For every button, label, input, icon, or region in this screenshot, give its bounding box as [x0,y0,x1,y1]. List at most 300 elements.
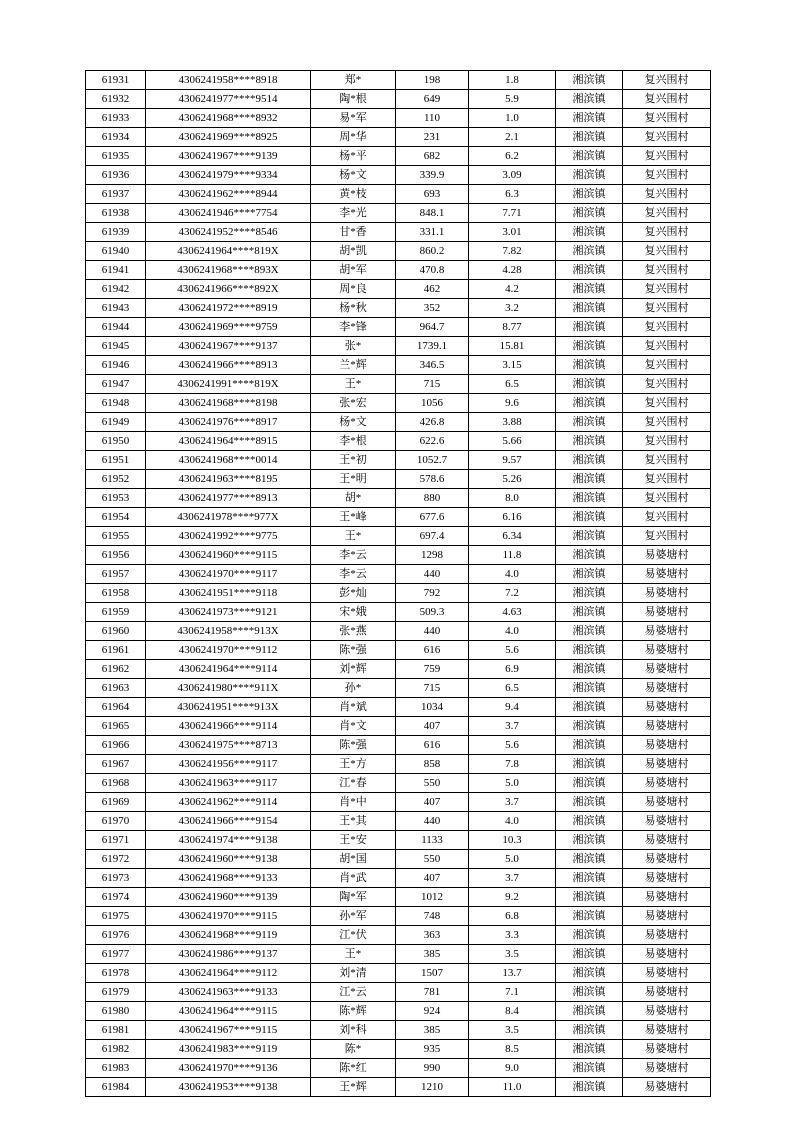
table-row [86,1040,711,1059]
cell-amount: 792 [396,584,469,603]
cell-village: 复兴围村 [623,109,711,128]
cell-amount: 1210 [396,1078,469,1097]
cell-name: 张*燕 [311,622,396,641]
cell-town: 湘滨镇 [556,223,623,242]
table-row [86,71,711,90]
cell-rate: 3.7 [469,717,556,736]
cell-name: 甘*香 [311,223,396,242]
cell-id_number: 4306241967****9137 [146,337,311,356]
cell-id_number: 4306241970****9115 [146,907,311,926]
cell-town: 湘滨镇 [556,1059,623,1078]
cell-id_number: 4306241970****9136 [146,1059,311,1078]
cell-town: 湘滨镇 [556,432,623,451]
cell-village: 复兴围村 [623,223,711,242]
table-row [86,831,711,850]
cell-id_number: 4306241979****9334 [146,166,311,185]
cell-amount: 440 [396,812,469,831]
cell-id_number: 4306241968****8932 [146,109,311,128]
table-row [86,394,711,413]
cell-seq: 61970 [86,812,146,831]
table-row [86,755,711,774]
cell-town: 湘滨镇 [556,717,623,736]
cell-amount: 616 [396,736,469,755]
cell-name: 陈* [311,1040,396,1059]
cell-name: 肖*文 [311,717,396,736]
cell-village: 复兴围村 [623,280,711,299]
cell-amount: 616 [396,641,469,660]
cell-name: 兰*辉 [311,356,396,375]
table-row [86,869,711,888]
cell-amount: 1034 [396,698,469,717]
cell-name: 黄*枝 [311,185,396,204]
cell-town: 湘滨镇 [556,584,623,603]
cell-village: 复兴围村 [623,128,711,147]
cell-village: 易婆塘村 [623,698,711,717]
cell-town: 湘滨镇 [556,337,623,356]
cell-town: 湘滨镇 [556,603,623,622]
cell-id_number: 4306241978****977X [146,508,311,527]
cell-name: 王*明 [311,470,396,489]
cell-town: 湘滨镇 [556,185,623,204]
cell-seq: 61964 [86,698,146,717]
table-row [86,413,711,432]
cell-village: 复兴围村 [623,337,711,356]
cell-village: 易婆塘村 [623,907,711,926]
cell-rate: 6.16 [469,508,556,527]
cell-village: 易婆塘村 [623,983,711,1002]
table-row [86,584,711,603]
cell-rate: 8.77 [469,318,556,337]
cell-village: 易婆塘村 [623,964,711,983]
table-row [86,888,711,907]
cell-id_number: 4306241966****9154 [146,812,311,831]
cell-rate: 3.09 [469,166,556,185]
table-row [86,565,711,584]
cell-village: 易婆塘村 [623,831,711,850]
cell-amount: 935 [396,1040,469,1059]
cell-rate: 6.3 [469,185,556,204]
cell-name: 胡*凯 [311,242,396,261]
cell-id_number: 4306241964****9115 [146,1002,311,1021]
table-row [86,109,711,128]
cell-seq: 61980 [86,1002,146,1021]
cell-seq: 61978 [86,964,146,983]
cell-seq: 61968 [86,774,146,793]
cell-village: 易婆塘村 [623,660,711,679]
cell-amount: 858 [396,755,469,774]
cell-name: 郑* [311,71,396,90]
cell-town: 湘滨镇 [556,660,623,679]
table-row [86,432,711,451]
cell-seq: 61954 [86,508,146,527]
cell-town: 湘滨镇 [556,166,623,185]
cell-name: 周*华 [311,128,396,147]
cell-amount: 426.8 [396,413,469,432]
cell-rate: 6.5 [469,679,556,698]
cell-seq: 61935 [86,147,146,166]
cell-amount: 649 [396,90,469,109]
cell-id_number: 4306241977****8913 [146,489,311,508]
table-row [86,1078,711,1097]
cell-amount: 880 [396,489,469,508]
cell-village: 易婆塘村 [623,888,711,907]
cell-rate: 8.4 [469,1002,556,1021]
cell-rate: 13.7 [469,964,556,983]
cell-id_number: 4306241991****819X [146,375,311,394]
cell-seq: 61966 [86,736,146,755]
cell-seq: 61961 [86,641,146,660]
cell-id_number: 4306241970****9117 [146,565,311,584]
cell-town: 湘滨镇 [556,242,623,261]
cell-id_number: 4306241976****8917 [146,413,311,432]
cell-id_number: 4306241956****9117 [146,755,311,774]
cell-rate: 7.1 [469,983,556,1002]
cell-rate: 4.28 [469,261,556,280]
cell-rate: 5.9 [469,90,556,109]
cell-amount: 622.6 [396,432,469,451]
cell-amount: 462 [396,280,469,299]
cell-rate: 4.63 [469,603,556,622]
cell-name: 陈*红 [311,1059,396,1078]
table-row [86,128,711,147]
cell-amount: 550 [396,774,469,793]
cell-town: 湘滨镇 [556,356,623,375]
table-row [86,451,711,470]
cell-village: 易婆塘村 [623,584,711,603]
cell-id_number: 4306241953****9138 [146,1078,311,1097]
cell-village: 易婆塘村 [623,641,711,660]
cell-town: 湘滨镇 [556,907,623,926]
cell-name: 刘*清 [311,964,396,983]
cell-seq: 61933 [86,109,146,128]
cell-amount: 759 [396,660,469,679]
cell-town: 湘滨镇 [556,831,623,850]
cell-name: 杨*平 [311,147,396,166]
cell-village: 复兴围村 [623,489,711,508]
cell-id_number: 4306241992****9775 [146,527,311,546]
cell-seq: 61979 [86,983,146,1002]
cell-rate: 5.0 [469,774,556,793]
cell-amount: 470.8 [396,261,469,280]
cell-amount: 339.9 [396,166,469,185]
cell-amount: 407 [396,869,469,888]
cell-id_number: 4306241970****9112 [146,641,311,660]
table-row [86,774,711,793]
cell-id_number: 4306241972****8919 [146,299,311,318]
cell-rate: 5.6 [469,736,556,755]
cell-rate: 3.7 [469,869,556,888]
cell-village: 复兴围村 [623,451,711,470]
cell-seq: 61949 [86,413,146,432]
cell-rate: 9.6 [469,394,556,413]
cell-seq: 61951 [86,451,146,470]
cell-seq: 61977 [86,945,146,964]
table-row [86,1002,711,1021]
table-row [86,261,711,280]
cell-name: 宋*娥 [311,603,396,622]
cell-name: 王*其 [311,812,396,831]
cell-name: 肖*中 [311,793,396,812]
cell-id_number: 4306241968****893X [146,261,311,280]
cell-amount: 407 [396,717,469,736]
cell-village: 易婆塘村 [623,926,711,945]
cell-name: 肖*斌 [311,698,396,717]
cell-rate: 5.0 [469,850,556,869]
cell-amount: 1012 [396,888,469,907]
cell-seq: 61938 [86,204,146,223]
cell-id_number: 4306241946****7754 [146,204,311,223]
cell-rate: 11.0 [469,1078,556,1097]
cell-village: 复兴围村 [623,508,711,527]
cell-amount: 1056 [396,394,469,413]
cell-name: 李*锋 [311,318,396,337]
cell-town: 湘滨镇 [556,375,623,394]
cell-name: 孙* [311,679,396,698]
cell-village: 易婆塘村 [623,774,711,793]
cell-rate: 11.8 [469,546,556,565]
cell-seq: 61972 [86,850,146,869]
cell-rate: 7.8 [469,755,556,774]
table-row [86,508,711,527]
cell-town: 湘滨镇 [556,641,623,660]
table-row [86,166,711,185]
cell-id_number: 4306241963****9133 [146,983,311,1002]
cell-name: 王*初 [311,451,396,470]
cell-id_number: 4306241980****911X [146,679,311,698]
table-row [86,546,711,565]
cell-town: 湘滨镇 [556,109,623,128]
table-row [86,489,711,508]
cell-id_number: 4306241960****9138 [146,850,311,869]
cell-seq: 61975 [86,907,146,926]
cell-seq: 61983 [86,1059,146,1078]
cell-seq: 61940 [86,242,146,261]
cell-village: 易婆塘村 [623,565,711,584]
cell-seq: 61936 [86,166,146,185]
cell-name: 王*方 [311,755,396,774]
cell-name: 孙*军 [311,907,396,926]
cell-name: 王* [311,527,396,546]
cell-id_number: 4306241960****9115 [146,546,311,565]
cell-village: 复兴围村 [623,527,711,546]
cell-name: 杨*文 [311,413,396,432]
cell-id_number: 4306241951****9118 [146,584,311,603]
cell-rate: 3.15 [469,356,556,375]
cell-amount: 550 [396,850,469,869]
table-row [86,679,711,698]
cell-rate: 7.82 [469,242,556,261]
cell-name: 王*峰 [311,508,396,527]
cell-town: 湘滨镇 [556,394,623,413]
cell-seq: 61942 [86,280,146,299]
cell-name: 杨*秋 [311,299,396,318]
cell-name: 胡*国 [311,850,396,869]
cell-seq: 61945 [86,337,146,356]
cell-seq: 61973 [86,869,146,888]
table-body [86,71,711,1097]
cell-id_number: 4306241969****9759 [146,318,311,337]
cell-amount: 1052.7 [396,451,469,470]
cell-rate: 15.81 [469,337,556,356]
cell-town: 湘滨镇 [556,964,623,983]
cell-rate: 10.3 [469,831,556,850]
cell-name: 江*伏 [311,926,396,945]
benefit-table [85,70,711,1097]
cell-village: 复兴围村 [623,204,711,223]
cell-seq: 61981 [86,1021,146,1040]
cell-seq: 61934 [86,128,146,147]
cell-town: 湘滨镇 [556,204,623,223]
cell-village: 复兴围村 [623,394,711,413]
cell-village: 易婆塘村 [623,717,711,736]
cell-name: 陶*根 [311,90,396,109]
cell-seq: 61941 [86,261,146,280]
cell-seq: 61932 [86,90,146,109]
cell-village: 易婆塘村 [623,1059,711,1078]
cell-rate: 3.3 [469,926,556,945]
cell-rate: 6.2 [469,147,556,166]
cell-amount: 715 [396,375,469,394]
table-row [86,641,711,660]
cell-id_number: 4306241966****8913 [146,356,311,375]
cell-name: 彭*灿 [311,584,396,603]
cell-village: 易婆塘村 [623,736,711,755]
cell-town: 湘滨镇 [556,1078,623,1097]
cell-town: 湘滨镇 [556,736,623,755]
cell-id_number: 4306241963****8195 [146,470,311,489]
cell-amount: 697.4 [396,527,469,546]
table-row [86,622,711,641]
cell-village: 复兴围村 [623,185,711,204]
table-row [86,185,711,204]
cell-rate: 3.5 [469,1021,556,1040]
cell-seq: 61931 [86,71,146,90]
cell-village: 复兴围村 [623,356,711,375]
cell-town: 湘滨镇 [556,299,623,318]
cell-town: 湘滨镇 [556,1002,623,1021]
cell-town: 湘滨镇 [556,546,623,565]
table-row [86,793,711,812]
cell-id_number: 4306241958****8918 [146,71,311,90]
cell-amount: 331.1 [396,223,469,242]
cell-town: 湘滨镇 [556,489,623,508]
table-row [86,983,711,1002]
cell-id_number: 4306241963****9117 [146,774,311,793]
cell-seq: 61971 [86,831,146,850]
cell-town: 湘滨镇 [556,888,623,907]
cell-id_number: 4306241973****9121 [146,603,311,622]
cell-rate: 3.7 [469,793,556,812]
table-row [86,223,711,242]
cell-rate: 9.0 [469,1059,556,1078]
cell-amount: 509.3 [396,603,469,622]
cell-id_number: 4306241968****0014 [146,451,311,470]
cell-seq: 61943 [86,299,146,318]
cell-rate: 2.1 [469,128,556,147]
cell-town: 湘滨镇 [556,413,623,432]
cell-amount: 198 [396,71,469,90]
cell-id_number: 4306241967****9139 [146,147,311,166]
cell-amount: 682 [396,147,469,166]
table-row [86,850,711,869]
table-row [86,698,711,717]
cell-seq: 61963 [86,679,146,698]
cell-seq: 61984 [86,1078,146,1097]
cell-seq: 61974 [86,888,146,907]
cell-id_number: 4306241966****892X [146,280,311,299]
cell-amount: 110 [396,109,469,128]
cell-id_number: 4306241983****9119 [146,1040,311,1059]
cell-id_number: 4306241977****9514 [146,90,311,109]
cell-amount: 440 [396,565,469,584]
table-row [86,660,711,679]
cell-village: 易婆塘村 [623,622,711,641]
cell-rate: 6.34 [469,527,556,546]
cell-rate: 9.57 [469,451,556,470]
cell-rate: 1.0 [469,109,556,128]
cell-id_number: 4306241962****8944 [146,185,311,204]
cell-id_number: 4306241964****9114 [146,660,311,679]
cell-town: 湘滨镇 [556,755,623,774]
cell-town: 湘滨镇 [556,812,623,831]
cell-rate: 6.5 [469,375,556,394]
cell-seq: 61956 [86,546,146,565]
cell-id_number: 4306241968****9119 [146,926,311,945]
cell-rate: 7.2 [469,584,556,603]
cell-town: 湘滨镇 [556,470,623,489]
cell-seq: 61958 [86,584,146,603]
cell-name: 张*宏 [311,394,396,413]
cell-id_number: 4306241974****9138 [146,831,311,850]
cell-rate: 9.2 [469,888,556,907]
cell-amount: 748 [396,907,469,926]
cell-amount: 924 [396,1002,469,1021]
cell-village: 易婆塘村 [623,546,711,565]
table-row [86,812,711,831]
cell-rate: 6.8 [469,907,556,926]
cell-village: 复兴围村 [623,71,711,90]
cell-town: 湘滨镇 [556,90,623,109]
cell-name: 肖*武 [311,869,396,888]
cell-name: 周*良 [311,280,396,299]
cell-rate: 5.66 [469,432,556,451]
cell-name: 李*云 [311,565,396,584]
cell-name: 胡* [311,489,396,508]
cell-name: 李*云 [311,546,396,565]
cell-village: 复兴围村 [623,318,711,337]
cell-seq: 61955 [86,527,146,546]
cell-town: 湘滨镇 [556,774,623,793]
cell-id_number: 4306241958****913X [146,622,311,641]
cell-town: 湘滨镇 [556,451,623,470]
cell-id_number: 4306241960****9139 [146,888,311,907]
cell-id_number: 4306241964****9112 [146,964,311,983]
cell-amount: 860.2 [396,242,469,261]
cell-town: 湘滨镇 [556,318,623,337]
cell-village: 易婆塘村 [623,869,711,888]
cell-seq: 61953 [86,489,146,508]
table-row [86,375,711,394]
cell-amount: 346.5 [396,356,469,375]
cell-seq: 61959 [86,603,146,622]
cell-amount: 848.1 [396,204,469,223]
cell-village: 易婆塘村 [623,945,711,964]
table-row [86,926,711,945]
cell-id_number: 4306241986****9137 [146,945,311,964]
cell-amount: 1133 [396,831,469,850]
cell-rate: 9.4 [469,698,556,717]
table-row [86,717,711,736]
